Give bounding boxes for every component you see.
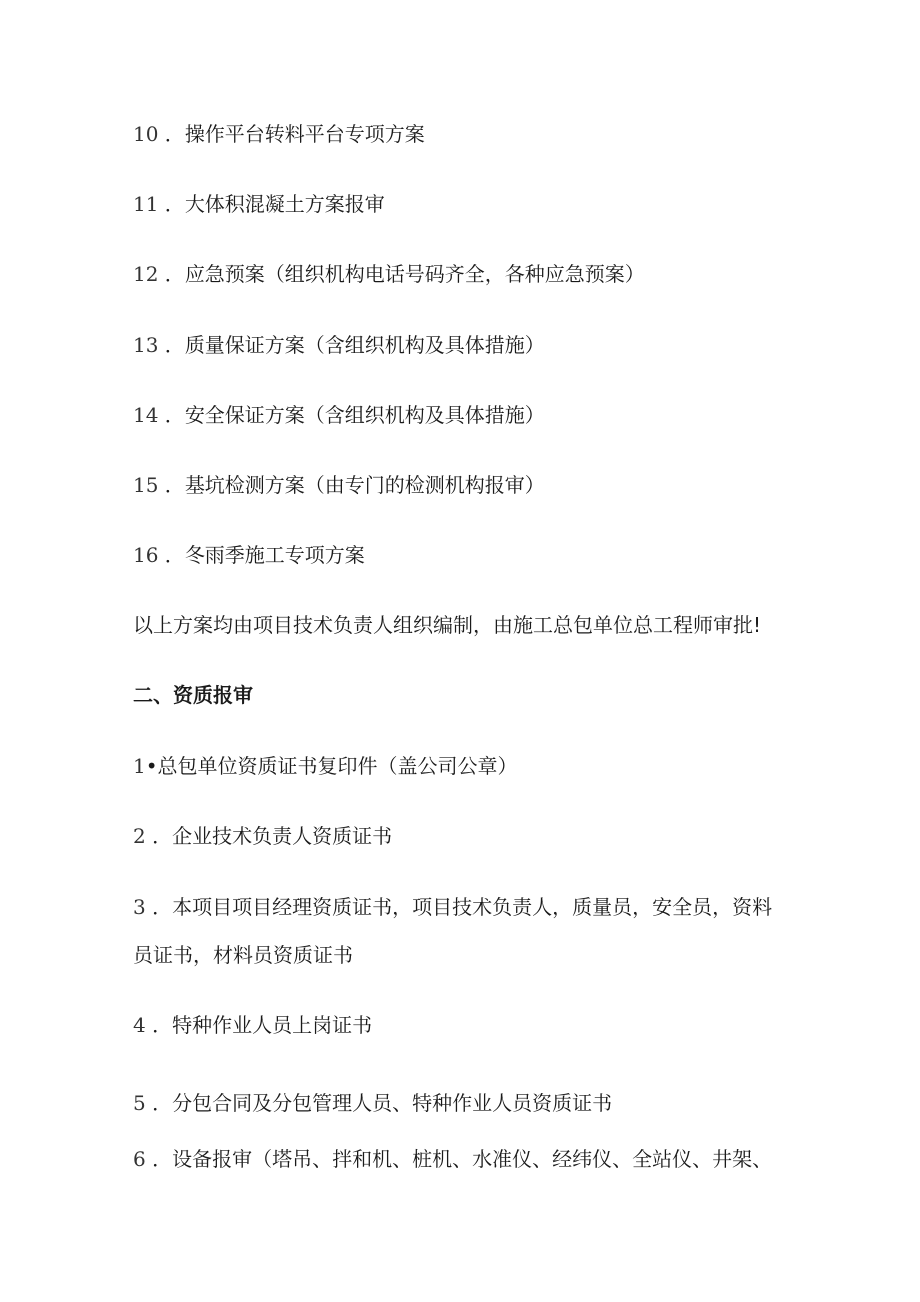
item-separator: ． (158, 122, 185, 146)
list-item (133, 190, 385, 218)
item-separator: • (145, 754, 158, 778)
item-number: 2 (133, 824, 146, 848)
item-separator: ． (145, 895, 173, 919)
item-text: 设备报审（塔吊、拌和机、桩机、水准仪、经纬仪、全站仪、井架、 (172, 1147, 773, 1171)
item-text: 应急预案（组织机构电话号码齐全，各种应急预案） (184, 262, 645, 286)
item-text: 冬雨季施工专项方案 (184, 543, 365, 567)
item-number: 11 (133, 192, 159, 216)
item-text: 总包单位资质证书复印件（盖公司公章） (157, 754, 518, 778)
item-separator: ． (145, 1091, 173, 1115)
list-item (133, 541, 365, 569)
list-item (133, 401, 545, 429)
item-separator: ． (145, 1147, 173, 1171)
item-text: 企业技术负责人资质证书 (172, 824, 393, 848)
item-number: 3 (133, 895, 146, 919)
item-text: 员证书，材料员资质证书 (133, 943, 353, 967)
item-text: 安全保证方案（含组织机构及具体措施） (184, 403, 545, 427)
item-number: 16 (133, 543, 159, 567)
plans-approval-note: 以上方案均由项目技术负责人组织编制，由施工总包单位总工程师审批! (133, 613, 762, 637)
item-separator: ． (158, 543, 185, 567)
section-heading: 二、资质报审 (133, 683, 253, 707)
list-item (133, 471, 545, 499)
item-number: 14 (133, 403, 159, 427)
item-text: 操作平台转料平台专项方案 (184, 122, 425, 146)
list-item (133, 260, 645, 288)
list-item (133, 120, 425, 148)
item-text: 本项目项目经理资质证书，项目技术负责人，质量员，安全员，资料 (172, 895, 773, 919)
item-number: 1 (133, 754, 146, 778)
item-number: 6 (133, 1147, 146, 1171)
list-item (133, 752, 518, 780)
item-number: 5 (133, 1091, 146, 1115)
list-item (133, 822, 392, 850)
item-number: 10 (133, 122, 159, 146)
item-separator: ． (145, 1013, 173, 1037)
item-separator: ． (145, 824, 173, 848)
item-text: 大体积混凝土方案报审 (184, 192, 385, 216)
item-text: 特种作业人员上岗证书 (172, 1013, 373, 1037)
item-number: 4 (133, 1013, 146, 1037)
item-text: 分包合同及分包管理人员、特种作业人员资质证书 (172, 1091, 613, 1115)
list-item (133, 1089, 612, 1117)
list-item (133, 1145, 772, 1173)
list-item (133, 893, 772, 921)
item-separator: ． (158, 403, 185, 427)
item-separator: ． (158, 262, 185, 286)
list-item (133, 1011, 372, 1039)
list-item-continuation (133, 941, 353, 969)
item-separator: ． (158, 192, 185, 216)
item-separator: ． (158, 333, 185, 357)
item-text: 基坑检测方案（由专门的检测机构报审） (184, 473, 545, 497)
item-number: 15 (133, 473, 159, 497)
item-text: 质量保证方案（含组织机构及具体措施） (184, 333, 545, 357)
item-number: 12 (133, 262, 159, 286)
item-separator: ． (158, 473, 185, 497)
list-item (133, 331, 545, 359)
item-number: 13 (133, 333, 159, 357)
